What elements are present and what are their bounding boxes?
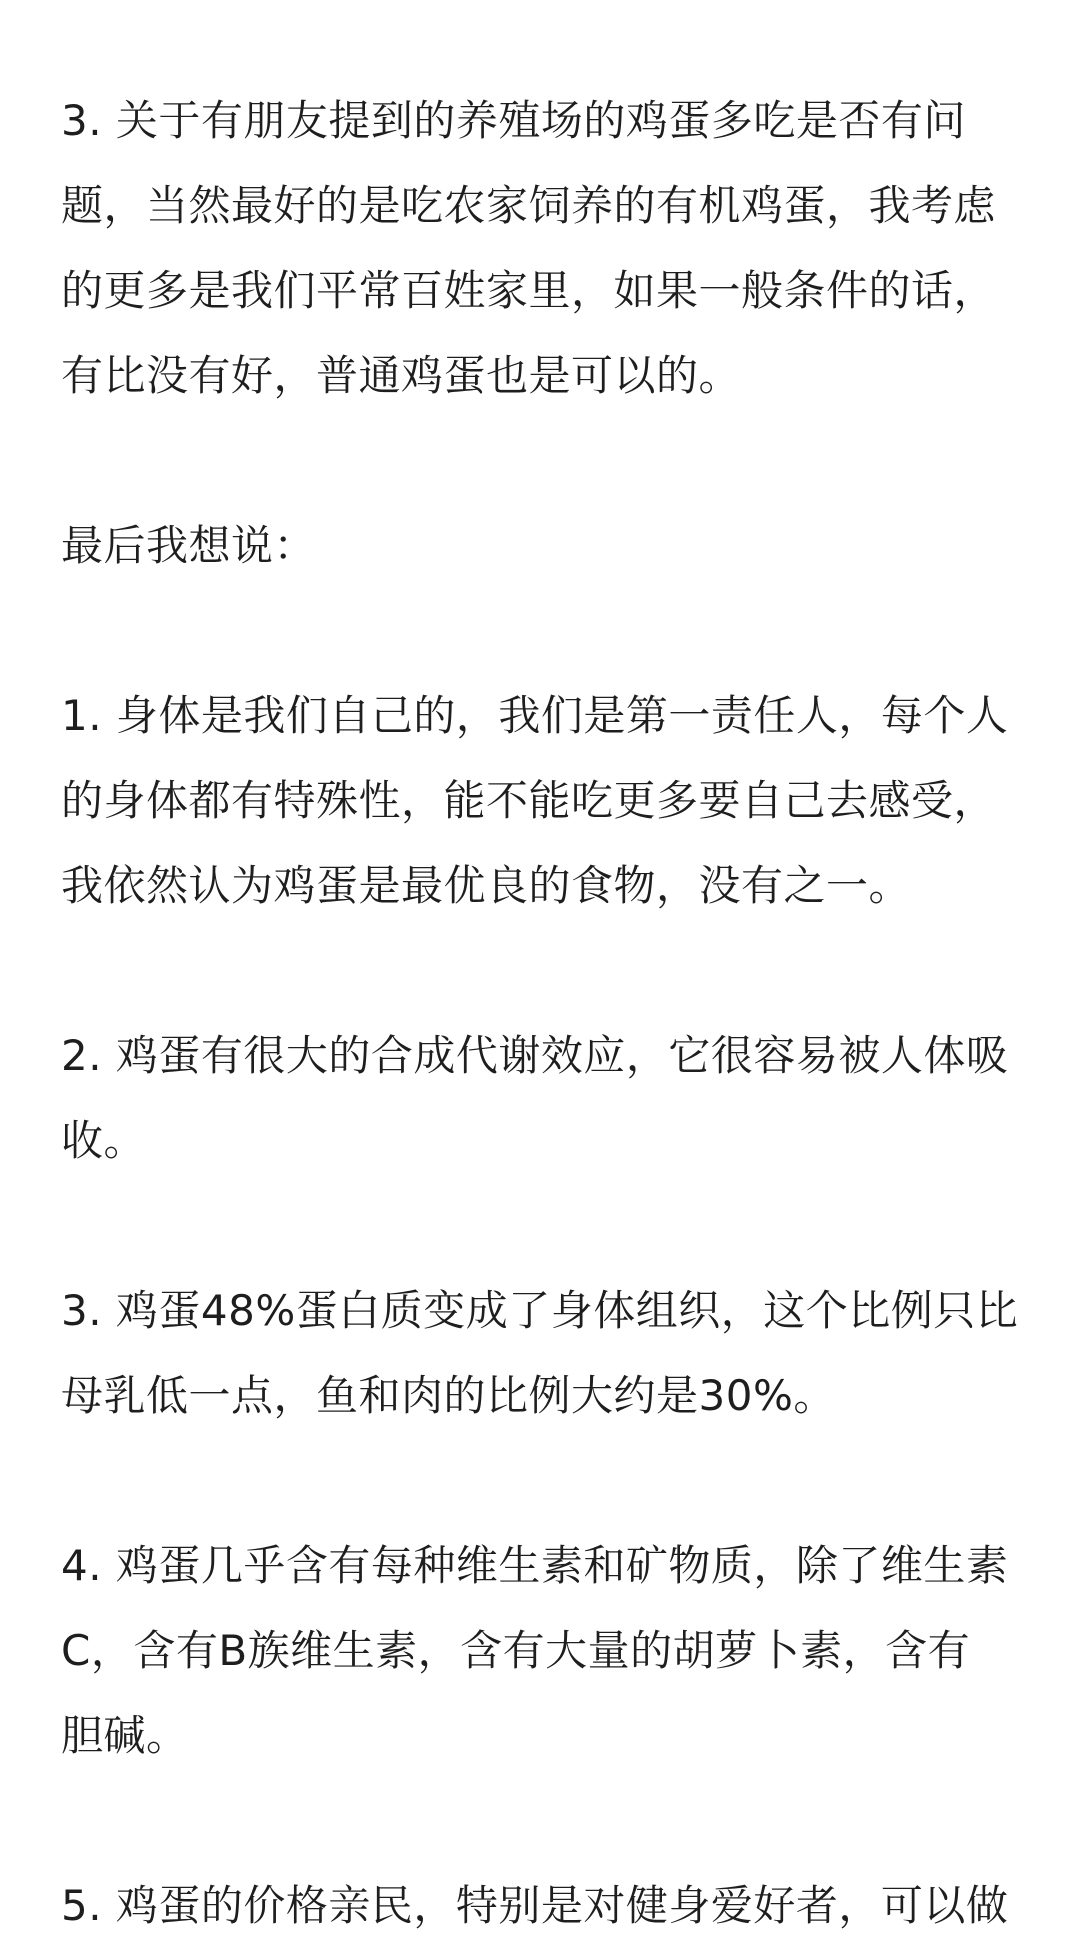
paragraph-point-4 — [61, 1523, 1021, 1778]
text-line: 5. 鸡蛋的价格亲民，特别是对健身爱好者，可以做 — [61, 1881, 1009, 1930]
paragraph-farm-eggs — [61, 78, 1021, 418]
text-line: 最后我想说： — [61, 521, 317, 570]
article-body — [61, 78, 1021, 1948]
text-line: 题，当然最好的是吃农家饲养的有机鸡蛋，我考虑 — [61, 181, 997, 230]
text-line: 我依然认为鸡蛋是最优良的食物，没有之一。 — [61, 861, 912, 910]
paragraph-point-3 — [61, 1268, 1021, 1438]
text-line: 母乳低一点，鱼和肉的比例大约是30%。 — [61, 1371, 836, 1420]
text-line: 3. 关于有朋友提到的养殖场的鸡蛋多吃是否有问 — [61, 96, 966, 145]
text-line: C，含有B族维生素，含有大量的胡萝卜素，含有 — [61, 1626, 971, 1675]
text-line: 2. 鸡蛋有很大的合成代谢效应，它很容易被人体吸 — [61, 1031, 1009, 1080]
paragraph-point-5 — [61, 1863, 1021, 1948]
text-line: 的更多是我们平常百姓家里，如果一般条件的话， — [61, 266, 997, 315]
paragraph-conclusion-heading — [61, 503, 1021, 588]
text-line: 4. 鸡蛋几乎含有每种维生素和矿物质，除了维生素 — [61, 1541, 1009, 1590]
text-line: 有比没有好，普通鸡蛋也是可以的。 — [61, 351, 742, 400]
text-line: 胆碱。 — [61, 1711, 189, 1760]
text-line: 1. 身体是我们自己的，我们是第一责任人，每个人 — [61, 691, 1009, 740]
text-line: 的身体都有特殊性，能不能吃更多要自己去感受， — [61, 776, 997, 825]
paragraph-point-2 — [61, 1013, 1021, 1183]
paragraph-point-1 — [61, 673, 1021, 928]
text-line: 3. 鸡蛋48%蛋白质变成了身体组织，这个比例只比 — [61, 1286, 1019, 1335]
text-line: 收。 — [61, 1116, 147, 1165]
